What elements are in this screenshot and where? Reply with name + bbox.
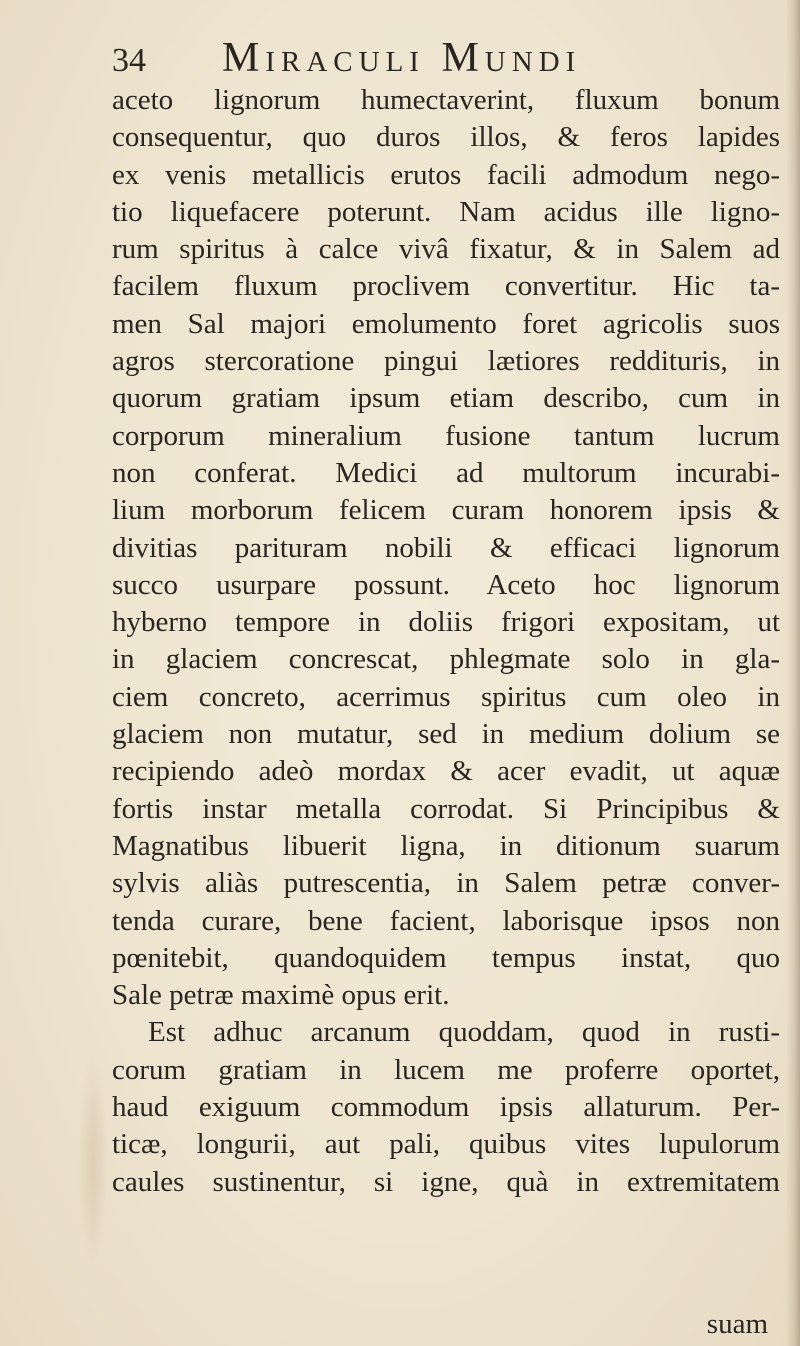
- paragraph-start-line: Est adhuc arcanum quoddam, quod in rusti-: [148, 1016, 780, 1049]
- text-line: consequentur, quo duros illos, & feros lapides: [112, 121, 780, 154]
- text-line: sylvis aliàs putrescentia, in Salem petræ conver-: [112, 867, 780, 900]
- body-text: [112, 82, 780, 1201]
- text-line: hyberno tempore in doliis frigori expositam, ut: [112, 606, 780, 639]
- text-line: tio liquefacere poterunt. Nam acidus ille ligno-: [112, 195, 780, 228]
- text-line: rum spiritus à calce vivâ fixatur, & in Salem ad: [112, 233, 780, 266]
- paragraph-end-line: Sale petræ maximè opus erit.: [112, 979, 450, 1012]
- text-line: aceto lignorum humectaverint, fluxum bonum: [112, 84, 780, 116]
- text-line: recipiendo adeò mordax & acer evadit, ut aquæ: [112, 755, 780, 788]
- text-line: succo usurpare possunt. Aceto hoc lignorum: [112, 568, 780, 601]
- text-line: tenda curare, bene facient, laborisque ipsos non: [112, 904, 780, 937]
- text-line: ticæ, longurii, aut pali, quibus vites lupulorum: [112, 1128, 780, 1161]
- text-line: lium morborum felicem curam honorem ipsis &: [112, 494, 780, 527]
- page-number: 34: [112, 42, 146, 79]
- paper-stain: [78, 1050, 108, 1270]
- text-line: pœnitebit, quandoquidem tempus instat, quo: [112, 941, 780, 974]
- text-line: in glaciem concrescat, phlegmate solo in gla-: [112, 643, 780, 676]
- text-line: caules sustinentur, si igne, quà in extremitatem: [112, 1165, 780, 1198]
- text-line: ciem concreto, acerrimus spiritus cum oleo in: [112, 680, 780, 713]
- text-line: facilem fluxum proclivem convertitur. Hic ta-: [112, 270, 780, 303]
- text-line: glaciem non mutatur, sed in medium dolium se: [112, 718, 780, 751]
- running-title: Miraculi Mundi: [222, 35, 582, 81]
- text-line: men Sal majori emolumento foret agricolis suos: [112, 307, 780, 340]
- text-line: divitias parituram nobili & efficaci lignorum: [112, 531, 780, 564]
- text-line: ex venis metallicis erutos facili admodum nego-: [112, 158, 780, 191]
- page-edge-shadow: [786, 0, 800, 1346]
- text-line: haud exiguum commodum ipsis allaturum. Per-: [112, 1091, 780, 1124]
- text-line: Magnatibus libuerit ligna, in ditionum suarum: [112, 829, 780, 862]
- text-line: agros stercoratione pingui lætiores reddituris, in: [112, 345, 780, 378]
- text-line: quorum gratiam ipsum etiam describo, cum in: [112, 382, 780, 415]
- text-line: fortis instar metalla corrodat. Si Principibus &: [112, 792, 780, 825]
- text-line: non conferat. Medici ad multorum incurabi-: [112, 456, 780, 489]
- text-line: corum gratiam in lucem me proferre oportet,: [112, 1053, 780, 1086]
- text-line: corporum mineralium fusione tantum lucrum: [112, 419, 780, 452]
- catchword: suam: [706, 1308, 768, 1340]
- page-header: [112, 34, 772, 82]
